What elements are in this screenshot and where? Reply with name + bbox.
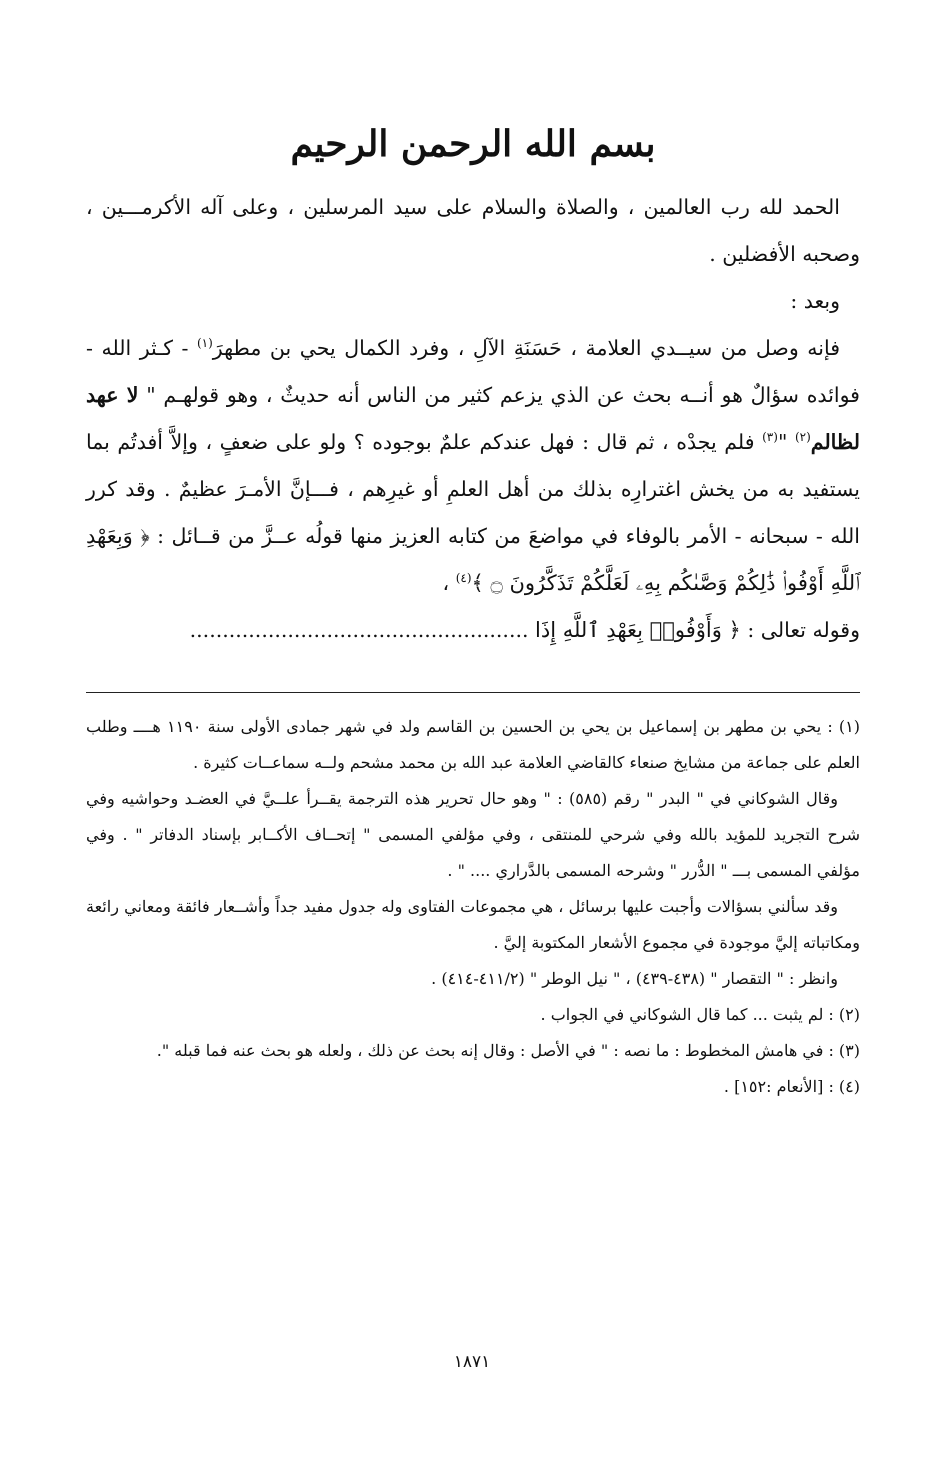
quoted-hadith: لا عهد لظالم [86, 383, 860, 454]
paragraph-opening: الحمد لله رب العالمين ، والصلاة والسلام على سيد المرسلين ، وعلى آله الأكرمـــين ، وصحبه الأفضلين . [86, 195, 860, 266]
footnote-1-questions: وقد سألني بسؤالات وأجبت عليها برسائل ، هي مجموعات الفتاوى وله جدول مفيد جداً وأشــعار فائقة ومعاني رائعة ومكاتباته إليَّ موجودة في مجموع الأشعار المكتوبة إليَّ . [86, 897, 860, 952]
paragraph-wabad: وبعد : [790, 289, 840, 313]
continuation-dots: .................................................... [189, 618, 536, 642]
footnote-1-sources: وانظر : " التقصار " (٤٣٨-٤٣٩) ، " نيل الوطر " (٤١١/٢-٤١٤) . [431, 969, 838, 988]
footnote-3: (٣) : في هامش المخطوط : ما نصه : " في الأصل : وقال إنه بحث عن ذلك ، ولعله هو بحث عنه فما قبله ". [156, 1041, 860, 1060]
footnote-1-shawkani: وقال الشوكاني في " البدر " رقم (٥٨٥) : " وهو حال تحرير هذه الترجمة يقــرأ علــيَّ في العضـد وحواشيه وفي شرح التجريد للمؤيد بالله وفي شرحي للمنتقى ، وفي مؤلفي المسمى " إتحــاف الأكــابر بإسناد الدفاتر " . وفي مؤلفي المسمى بـــ " الدُّرر " وشرحه المسمى بالدَّراري .... " . [86, 789, 860, 880]
text-segment: وقوله تعالى : [740, 618, 860, 642]
text-segment: فإنه وصل من سيــدي العلامة ، حَسَنَةِ الآلِ ، وفرد الكمال يحي بن مطهرَ [212, 336, 841, 360]
footnote-separator [86, 692, 860, 693]
paragraph-question [86, 325, 860, 607]
main-text [86, 184, 860, 654]
footnotes [86, 709, 860, 1105]
page-number: ١٨٧١ [453, 1352, 491, 1372]
footnote-1: (١) : يحي بن مطهر بن إسماعيل بن يحي بن الحسين بن القاسم ولد في شهر جمادى الأولى سنة ١١٩٠ هــــ وطلب العلم على جماعة من مشايخ صنعاء كالقاضي العلامة عبد الله بن محمد مشحم ولــه سماعــات كثيرة . [86, 717, 860, 772]
footnote-2: (٢) : لم يثبت ... كما قال الشوكاني في الجواب . [540, 1005, 860, 1024]
quran-verse-2: ﴿ وَأَوْفُوا۟ بِعَهْدِ ٱللَّهِ إِذَا [535, 618, 741, 642]
text-segment: ، [442, 571, 456, 595]
footnote-ref-3: (٣) [762, 430, 778, 445]
paragraph-verse-2 [86, 607, 860, 654]
quran-verse-1: ﴿ وَبِعَهْدِ ٱللَّهِ أَوْفُوا۟ ذَٰلِكُمْ وَصَّىٰكُم بِهِۦ لَعَلَّكُمْ تَذَكَّرُونَ ۝ ﴾ [86, 524, 860, 595]
basmala-heading: بسم الله الرحمن الرحيم [290, 123, 656, 165]
footnote-4: (٤) : [الأنعام :١٥٢] . [723, 1077, 860, 1096]
text-segment: " [777, 430, 795, 454]
footnote-ref-4: (٤) [455, 571, 472, 586]
text-segment: فلم يجدْه ، ثم قال : فهل عندكم علمٌ بوجوده ؟ ولو على ضعفٍ ، وإلاَّ أفدتُم بما يستفيد به من يخش اغترارِه بذلك من أهل العلمِ أو غيرِهم ، فـــإنَّ الأمـرَ عظيمٌ . وقد كرر الله - سبحانه - الأمر بالوفاء في مواضعَ من كتابه العزيز منها قولُه عــزَّ من قــائل : [86, 430, 860, 548]
text-segment: - كـثر الله - فوائده سؤالٌ هو أنــه بحث عن الذي يزعم كثير من الناس أنه حديثٌ ، وهو قولهـم " [86, 336, 860, 407]
footnote-ref-2: (٢) [794, 430, 811, 445]
document-page [86, 120, 860, 1105]
footnote-ref-1: (١) [196, 336, 213, 351]
